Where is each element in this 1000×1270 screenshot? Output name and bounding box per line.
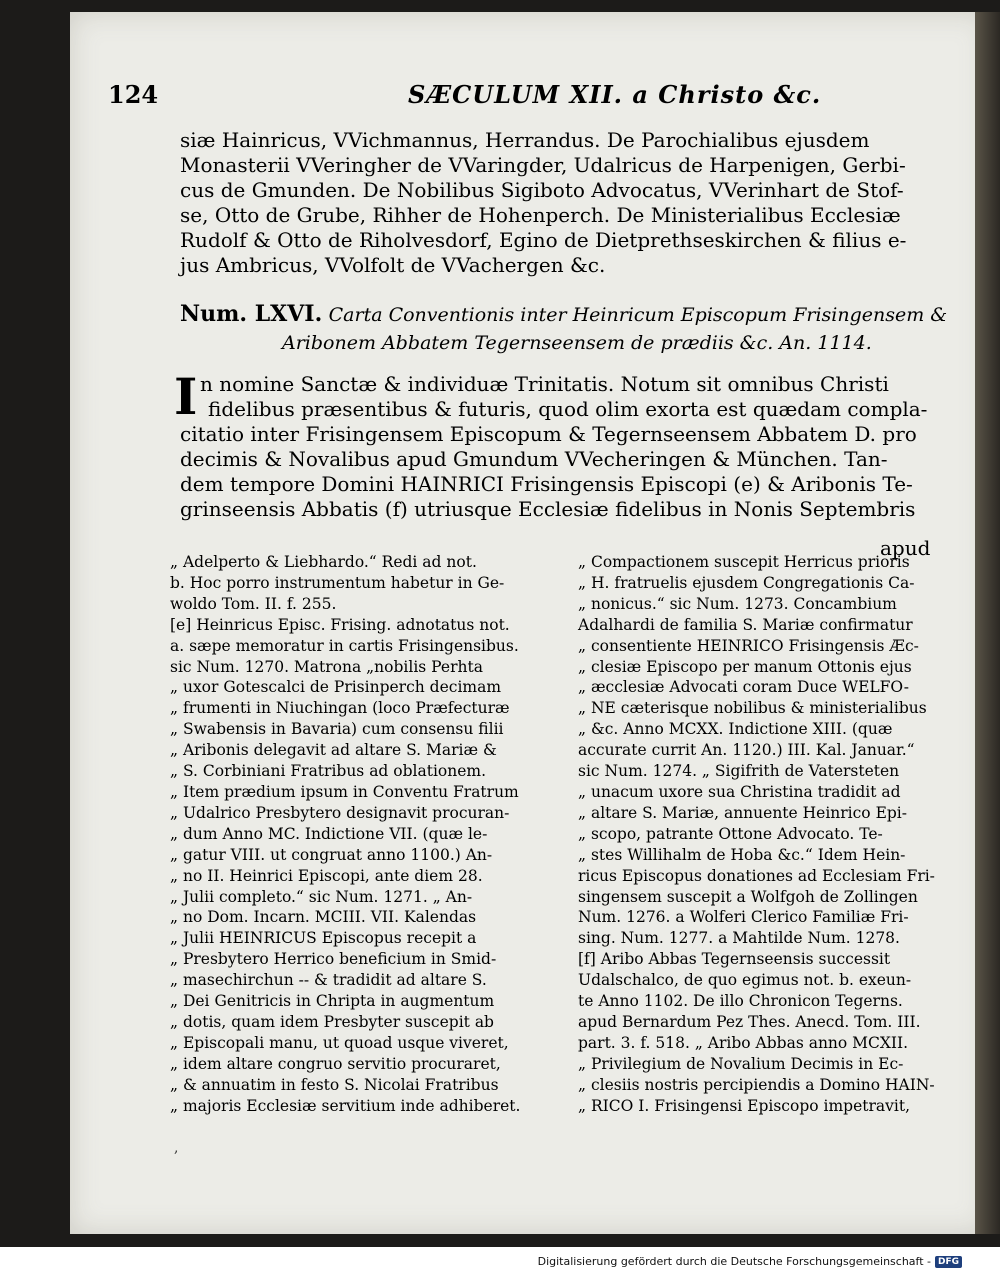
footnote-line: ricus Episcopus donationes ad Ecclesiam Fri- xyxy=(578,866,935,885)
footnote-line: te Anno 1102. De illo Chronicon Tegerns. xyxy=(578,992,903,1011)
footnote-line: „ altare S. Mariæ, annuente Heinrico Epi- xyxy=(578,803,907,822)
page-number: 124 xyxy=(108,80,159,109)
footnote-line: „ dotis, quam idem Presbyter suscepit ab xyxy=(170,1012,494,1031)
credit-text: Digitalisierung gefördert durch die Deutsche Forschungsgemeinschaft - xyxy=(537,1255,931,1268)
footnote-line: Num. 1276. a Wolferi Clerico Familiæ Fri- xyxy=(578,908,909,927)
text-line: citatio inter Frisingensem Episcopum & Tegernseensem Abbatem D. pro xyxy=(180,422,917,446)
running-title: SÆCULUM XII. a Christo &c. xyxy=(408,80,822,109)
footnote-line: accurate currit An. 1120.) III. Kal. Januar.“ xyxy=(578,741,915,760)
text-line: jus Ambricus, VVolfolt de VVachergen &c. xyxy=(180,253,606,277)
charter-text xyxy=(174,367,960,522)
footnote-line: „ nonicus.“ sic Num. 1273. Concambium xyxy=(578,594,897,613)
document-heading xyxy=(180,302,960,358)
footnote-line: „ H. fratruelis ejusdem Congregationis Ca- xyxy=(578,573,915,592)
footnote-line: „ no II. Heinrici Episcopi, ante diem 28. xyxy=(170,866,483,885)
footnote-line: sing. Num. 1277. a Mahtilde Num. 1278. xyxy=(578,929,900,948)
footnote-line: „ masechirchun -- & tradidit ad altare S. xyxy=(170,971,487,990)
footnote-line: sic Num. 1270. Matrona „nobilis Perhta xyxy=(170,657,483,676)
footnote-line: Adalhardi de familia S. Mariæ confirmatur xyxy=(578,615,913,634)
footnote-line: „ Adelperto & Liebhardo.“ Redi ad not. xyxy=(170,553,477,571)
footnote-line: „ stes Willihalm de Hoba &c.“ Idem Hein- xyxy=(578,845,906,864)
text-line: n nomine Sanctæ & individuæ Trinitatis. Notum sit omnibus Christi xyxy=(200,372,889,396)
footnotes-right-column xyxy=(578,552,968,1116)
footnote-line: „ clesiæ Episcopo per manum Ottonis ejus xyxy=(578,657,912,676)
footnote-line: „ æcclesiæ Advocati coram Duce WELFO- xyxy=(578,678,909,697)
margin-mark: , xyxy=(174,1140,179,1156)
footnote-line: „ RICO I. Frisingensi Episcopo impetravit, xyxy=(578,1096,910,1115)
text-line: dem tempore Domini HAINRICI Frisingensis Episcopi (e) & Aribonis Te- xyxy=(180,472,913,496)
book-spine xyxy=(975,12,1000,1234)
text-line: cus de Gmunden. De Nobilibus Sigiboto Advocatus, VVerinhart de Stof- xyxy=(180,178,904,202)
text-line: se, Otto de Grube, Rihher de Hohenperch. De Ministerialibus Ecclesiæ xyxy=(180,203,901,227)
footnote-line: „ uxor Gotescalci de Prisinperch decimam xyxy=(170,678,502,697)
footnote-line: „ Presbytero Herrico beneficium in Smid- xyxy=(170,950,497,969)
footnote-line: „ &c. Anno MCXX. Indictione XIII. (quæ xyxy=(578,720,893,739)
footnote-line: „ Udalrico Presbytero designavit procuran- xyxy=(170,803,510,822)
text-line: siæ Hainricus, VVichmannus, Herrandus. De Parochialibus ejusdem xyxy=(180,128,870,152)
footnote-line: „ Julii HEINRICUS Episcopus recepit a xyxy=(170,929,477,948)
footnote-line: a. sæpe memoratur in cartis Frisingensibus. xyxy=(170,636,519,655)
text-line: decimis & Novalibus apud Gmundum VVecheringen & München. Tan- xyxy=(180,447,888,471)
footnote-line: „ S. Corbiniani Fratribus ad oblationem. xyxy=(170,762,487,781)
footnotes-left-column xyxy=(170,552,560,1116)
footnote-line: „ majoris Ecclesiæ servitium inde adhiberet. xyxy=(170,1096,521,1115)
drop-cap: I xyxy=(174,367,198,426)
footnote-line: woldo Tom. II. f. 255. xyxy=(170,594,337,613)
footnote-line: „ Episcopali manu, ut quoad usque viveret, xyxy=(170,1033,509,1052)
text-line: Monasterii VVeringher de VVaringder, Udalricus de Harpenigen, Gerbi- xyxy=(180,153,906,177)
dfg-logo: DFG xyxy=(935,1256,962,1268)
footnote-line: b. Hoc porro instrumentum habetur in Ge- xyxy=(170,573,505,592)
footnote-line: „ Privilegium de Novalium Decimis in Ec- xyxy=(578,1054,904,1073)
footnote-line: [e] Heinricus Episc. Frising. adnotatus not. xyxy=(170,615,510,634)
footnote-line: part. 3. f. 518. „ Aribo Abbas anno MCXII. xyxy=(578,1033,909,1052)
document-title-line: Carta Conventionis inter Heinricum Episcopum Frisingensem & xyxy=(328,304,948,326)
document-number: Num. LXVI. xyxy=(180,301,323,327)
footnote-line: „ idem altare congruo servitio procuraret, xyxy=(170,1054,501,1073)
footnote-line: „ Julii completo.“ sic Num. 1271. „ An- xyxy=(170,887,473,906)
footnote-line: Udalschalco, de quo egimus not. b. exeun- xyxy=(578,971,912,990)
footnote-line: apud Bernardum Pez Thes. Anecd. Tom. III. xyxy=(578,1012,921,1031)
footnote-line: „ consentiente HEINRICO Frisingensis Æc- xyxy=(578,636,919,655)
footnote-line: „ clesiis nostris percipiendis a Domino HAIN- xyxy=(578,1075,935,1094)
continuation-text xyxy=(180,128,960,278)
footnote-line: „ Aribonis delegavit ad altare S. Mariæ & xyxy=(170,741,497,760)
footnote-line: [f] Aribo Abbas Tegernseensis successit xyxy=(578,950,891,969)
footnote-line: „ & annuatim in festo S. Nicolai Fratribus xyxy=(170,1075,499,1094)
footnote-line: singensem suscepit a Wolfgoh de Zollingen xyxy=(578,887,918,906)
document-title-line: Aribonem Abbatem Tegernseensem de prædiis &c. An. 1114. xyxy=(282,332,872,354)
digitization-credit xyxy=(538,1253,962,1270)
footnote-line: „ scopo, patrante Ottone Advocato. Te- xyxy=(578,824,883,843)
footnote-line: „ Item prædium ipsum in Conventu Fratrum xyxy=(170,782,519,801)
footnote-line: „ dum Anno MC. Indictione VII. (quæ le- xyxy=(170,824,488,843)
footnote-line: „ gatur VIII. ut congruat anno 1100.) An- xyxy=(170,845,493,864)
text-line: fidelibus præsentibus & futuris, quod olim exorta est quædam compla- xyxy=(208,397,928,421)
page-header xyxy=(108,80,898,116)
footnote-line: „ unacum uxore sua Christina tradidit ad xyxy=(578,782,901,801)
footnote-line: „ Swabensis in Bavaria) cum consensu filii xyxy=(170,720,504,739)
catchword: apud xyxy=(880,536,931,560)
footnote-line: „ Compactionem suscepit Herricus prioris xyxy=(578,553,910,571)
footnote-line: „ Dei Genitricis in Chripta in augmentum xyxy=(170,992,495,1011)
footnote-line: „ NE cæterisque nobilibus & ministerialibus xyxy=(578,699,927,718)
footnote-line: „ frumenti in Niuchingan (loco Præfecturæ xyxy=(170,699,510,718)
text-line: grinseensis Abbatis (f) utriusque Ecclesiæ fidelibus in Nonis Septembris xyxy=(180,497,916,521)
footnote-line: sic Num. 1274. „ Sigifrith de Vatersteten xyxy=(578,762,900,781)
footnote-line: „ no Dom. Incarn. MCIII. VII. Kalendas xyxy=(170,908,477,927)
text-line: Rudolf & Otto de Riholvesdorf, Egino de Dietprethseskirchen & filius e- xyxy=(180,228,907,252)
